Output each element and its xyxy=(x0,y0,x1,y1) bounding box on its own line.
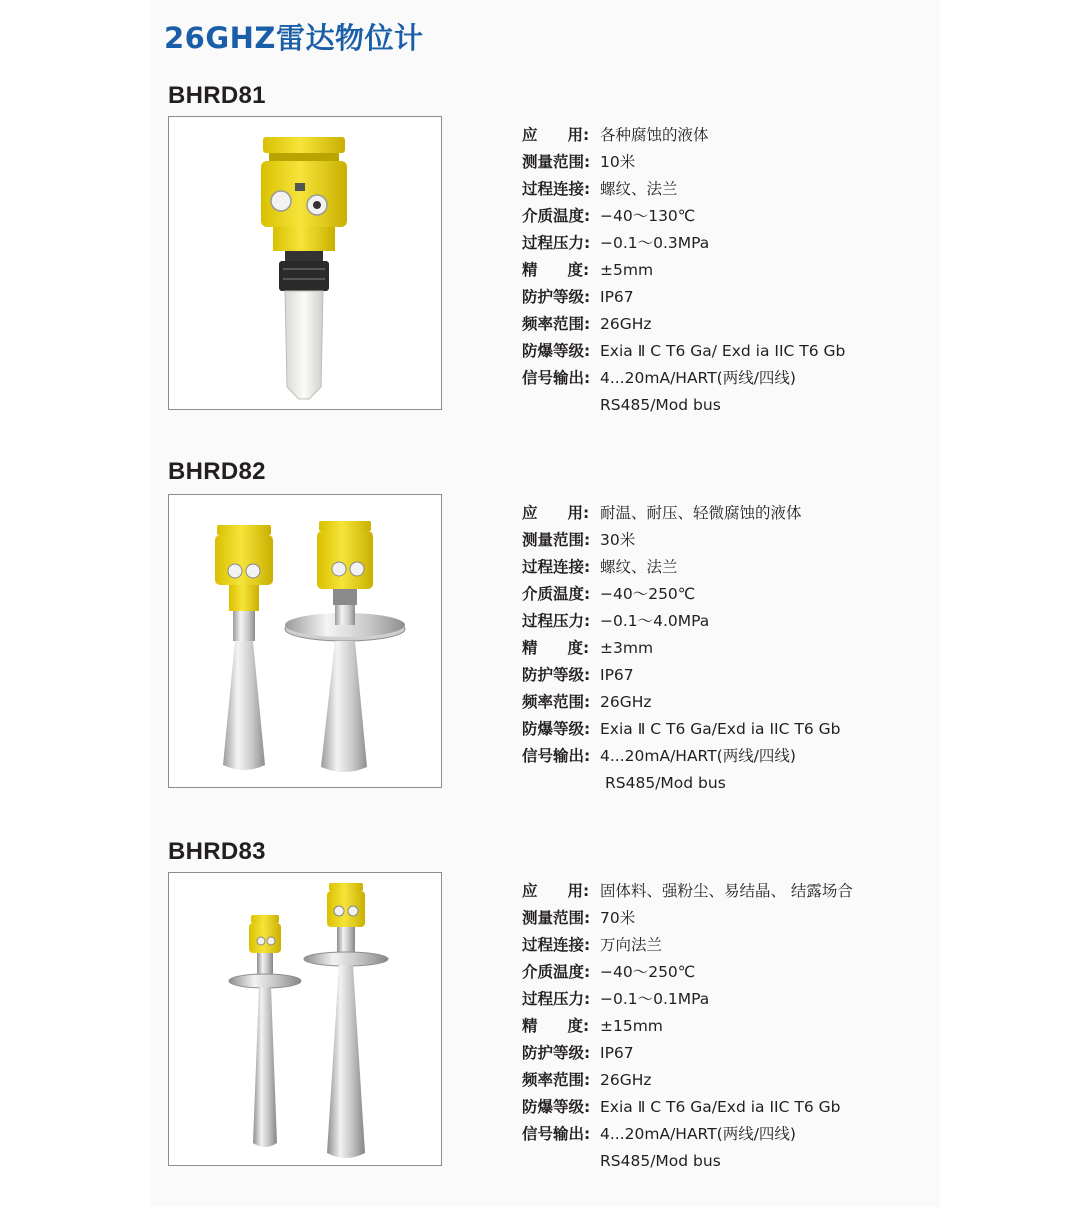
product-section-bhrd81 xyxy=(0,82,1092,442)
spec-row xyxy=(522,662,840,689)
spec-row: 精 度: ±15mm xyxy=(522,1017,663,1035)
long-horn-antenna-radar-illustration xyxy=(169,873,441,1165)
spec-value: 26GHz xyxy=(600,1071,652,1089)
spec-value: −40～130℃ xyxy=(600,207,696,225)
spec-row xyxy=(522,608,840,635)
spec-value: ±15mm xyxy=(600,1017,663,1035)
spec-row xyxy=(522,230,845,257)
product-image-bhrd82 xyxy=(168,494,442,788)
spec-row xyxy=(522,1067,853,1094)
spec-label: 防护等级: xyxy=(522,288,591,306)
spec-value: −40～250℃ xyxy=(600,585,696,603)
spec-value: Exia Ⅱ C T6 Ga/Exd ia IIC T6 Gb xyxy=(600,720,841,738)
spec-row: 精 度: ±5mm xyxy=(522,261,654,279)
spec-row xyxy=(522,176,845,203)
page-title: 26GHZ雷达物位计 xyxy=(164,21,424,55)
spec-row: 应 用: 耐温、耐压、轻微腐蚀的液体 xyxy=(522,504,802,522)
spec-row xyxy=(522,716,840,743)
spec-value: 26GHz xyxy=(600,315,652,333)
spec-value: 4...20mA/HART(两线/四线) xyxy=(600,1125,796,1143)
spec-row xyxy=(522,554,840,581)
spec-value: 耐温、耐压、轻微腐蚀的液体 xyxy=(600,504,802,522)
spec-label: 信号输出: xyxy=(522,369,591,387)
spec-value: 各种腐蚀的液体 xyxy=(600,126,709,144)
spec-label: 测量范围: xyxy=(522,153,591,171)
spec-label: 过程连接: xyxy=(522,180,591,198)
spec-value: 固体料、强粉尘、易结晶、 结露场合 xyxy=(600,882,853,900)
spec-row xyxy=(522,932,853,959)
spec-value: 螺纹、法兰 xyxy=(600,180,678,198)
spec-row xyxy=(522,689,840,716)
spec-label: 防护等级: xyxy=(522,1044,591,1062)
spec-row: 应 用: 各种腐蚀的液体 xyxy=(522,126,709,144)
product-section-bhrd82 xyxy=(0,458,1092,818)
spec-row xyxy=(522,905,853,932)
spec-label: 介质温度: xyxy=(522,207,591,225)
spec-value: Exia Ⅱ C T6 Ga/Exd ia IIC T6 Gb xyxy=(600,1098,841,1116)
spec-value: 螺纹、法兰 xyxy=(600,558,678,576)
horn-antenna-radar-illustration xyxy=(169,495,441,787)
spec-label: 测量范围: xyxy=(522,909,591,927)
spec-value: 26GHz xyxy=(600,693,652,711)
spec-value: 4...20mA/HART(两线/四线) xyxy=(600,747,796,765)
spec-value: ±3mm xyxy=(600,639,654,657)
spec-list xyxy=(522,122,845,419)
spec-continuation: RS485/Mod bus xyxy=(605,774,726,792)
spec-value: IP67 xyxy=(600,666,634,684)
spec-label: 过程压力: xyxy=(522,612,591,630)
spec-value: −40～250℃ xyxy=(600,963,696,981)
model-name: BHRD82 xyxy=(168,458,266,485)
spec-label: 过程压力: xyxy=(522,234,591,252)
spec-row xyxy=(522,365,845,392)
spec-label: 过程连接: xyxy=(522,558,591,576)
spec-row xyxy=(522,527,840,554)
spec-value: −0.1～0.1MPa xyxy=(600,990,710,1008)
spec-label: 信号输出: xyxy=(522,1125,591,1143)
spec-label: 防爆等级: xyxy=(522,342,591,360)
model-name: BHRD83 xyxy=(168,838,266,865)
spec-value: 30米 xyxy=(600,531,636,549)
spec-value: −0.1～0.3MPa xyxy=(600,234,710,252)
spec-value: 70米 xyxy=(600,909,636,927)
spec-label: 防护等级: xyxy=(522,666,591,684)
model-name: BHRD81 xyxy=(168,82,266,109)
spec-list xyxy=(522,878,853,1175)
spec-list xyxy=(522,500,840,797)
spec-row xyxy=(522,338,845,365)
spec-value: Exia Ⅱ C T6 Ga/ Exd ia IIC T6 Gb xyxy=(600,342,846,360)
spec-value: ±5mm xyxy=(600,261,654,279)
spec-row: 精 度: ±3mm xyxy=(522,639,654,657)
spec-continuation: RS485/Mod bus xyxy=(600,1152,721,1170)
spec-value: IP67 xyxy=(600,1044,634,1062)
product-section-bhrd83 xyxy=(0,838,1092,1198)
spec-value: 4...20mA/HART(两线/四线) xyxy=(600,369,796,387)
spec-label: 过程连接: xyxy=(522,936,591,954)
spec-label: 测量范围: xyxy=(522,531,591,549)
spec-continuation: RS485/Mod bus xyxy=(600,396,721,414)
spec-row xyxy=(522,1040,853,1067)
spec-value: 万向法兰 xyxy=(600,936,663,954)
product-image-bhrd83 xyxy=(168,872,442,1166)
spec-row: 应 用: 固体料、强粉尘、易结晶、 结露场合 xyxy=(522,882,853,900)
spec-row xyxy=(522,203,845,230)
spec-row xyxy=(522,986,853,1013)
spec-row xyxy=(522,1094,853,1121)
spec-label: 介质温度: xyxy=(522,963,591,981)
spec-row xyxy=(522,311,845,338)
spec-row xyxy=(522,149,845,176)
spec-row xyxy=(522,743,840,770)
spec-label: 过程压力: xyxy=(522,990,591,1008)
spec-value: IP67 xyxy=(600,288,634,306)
spec-label: 防爆等级: xyxy=(522,1098,591,1116)
spec-label: 信号输出: xyxy=(522,747,591,765)
spec-label: 防爆等级: xyxy=(522,720,591,738)
product-image-bhrd81 xyxy=(168,116,442,410)
spec-value: 10米 xyxy=(600,153,636,171)
spec-label: 介质温度: xyxy=(522,585,591,603)
spec-row xyxy=(522,581,840,608)
spec-label: 频率范围: xyxy=(522,1071,591,1089)
spec-label: 频率范围: xyxy=(522,693,591,711)
spec-row xyxy=(522,284,845,311)
spec-value: −0.1～4.0MPa xyxy=(600,612,710,630)
rod-antenna-radar-illustration xyxy=(169,117,441,409)
spec-row xyxy=(522,1121,853,1148)
spec-row xyxy=(522,959,853,986)
spec-label: 频率范围: xyxy=(522,315,591,333)
